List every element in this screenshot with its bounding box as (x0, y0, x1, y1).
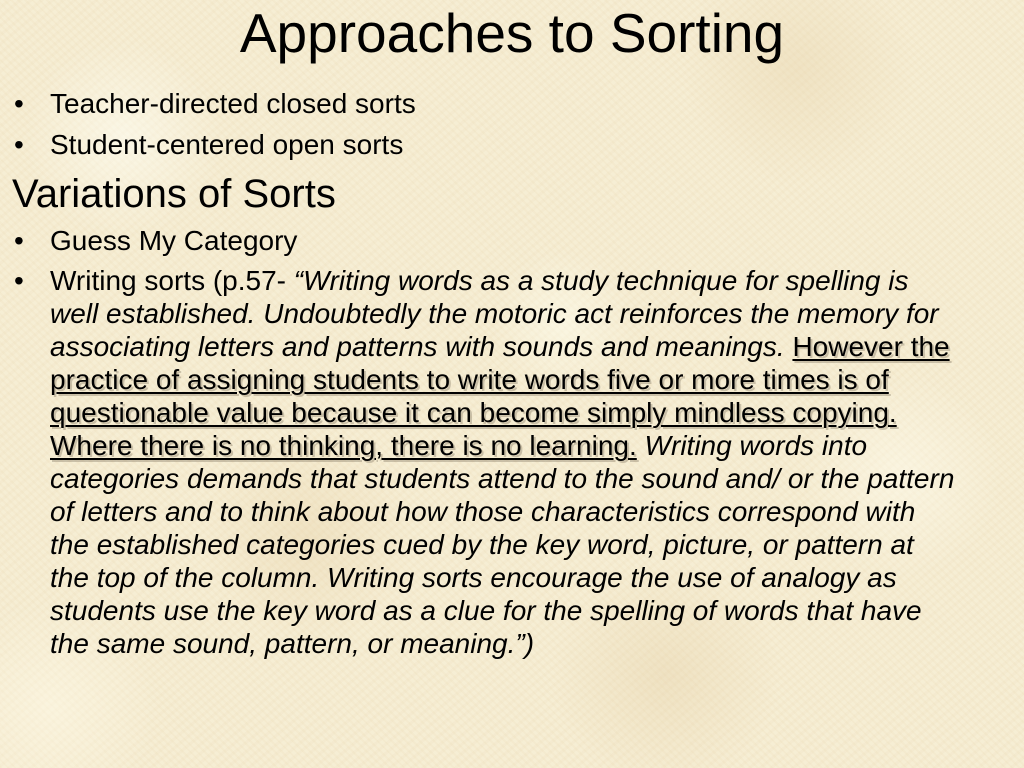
quote-text: “Writing words as a study technique for spelling is well established. Undoubtedly the motoric act reinforces the memory for associating letters and patterns with sounds and meanings. (50, 265, 939, 362)
quote-text-continued: Writing words into categories demands that students attend to the sound and/ or the pattern of letters and to think about how those characteristics correspond with the established categories cued by the key word, picture, or pattern at the top of the column. Writing sorts encourage the use of analogy as students use the key word as a clue for the spelling of words that have the same sound, pattern, or meaning.”) (50, 430, 955, 659)
approaches-list (0, 87, 1000, 169)
variation-label: Guess My Category (50, 225, 298, 256)
variations-heading: Variations of Sorts (12, 172, 336, 216)
variations-list (0, 224, 1000, 660)
bullet-icon: • (14, 265, 24, 296)
bullet-icon: • (14, 129, 24, 160)
list-item (0, 87, 1000, 128)
writing-sorts-lead: Writing sorts (p.57- (50, 265, 294, 296)
approach-label: Teacher-directed closed sorts (50, 88, 416, 119)
list-item (0, 224, 1000, 264)
list-item (0, 264, 955, 660)
bullet-icon: • (14, 88, 24, 119)
slide-title: Approaches to Sorting (239, 2, 785, 64)
list-item (0, 128, 1000, 169)
quote-underlined-text: However the practice of assigning students to write words five or more times is of questionable value because it can become simply mindless copying. Where there is no thinking, there is no learning. (50, 331, 950, 461)
approach-label: Student-centered open sorts (50, 129, 404, 160)
bullet-icon: • (14, 225, 24, 256)
